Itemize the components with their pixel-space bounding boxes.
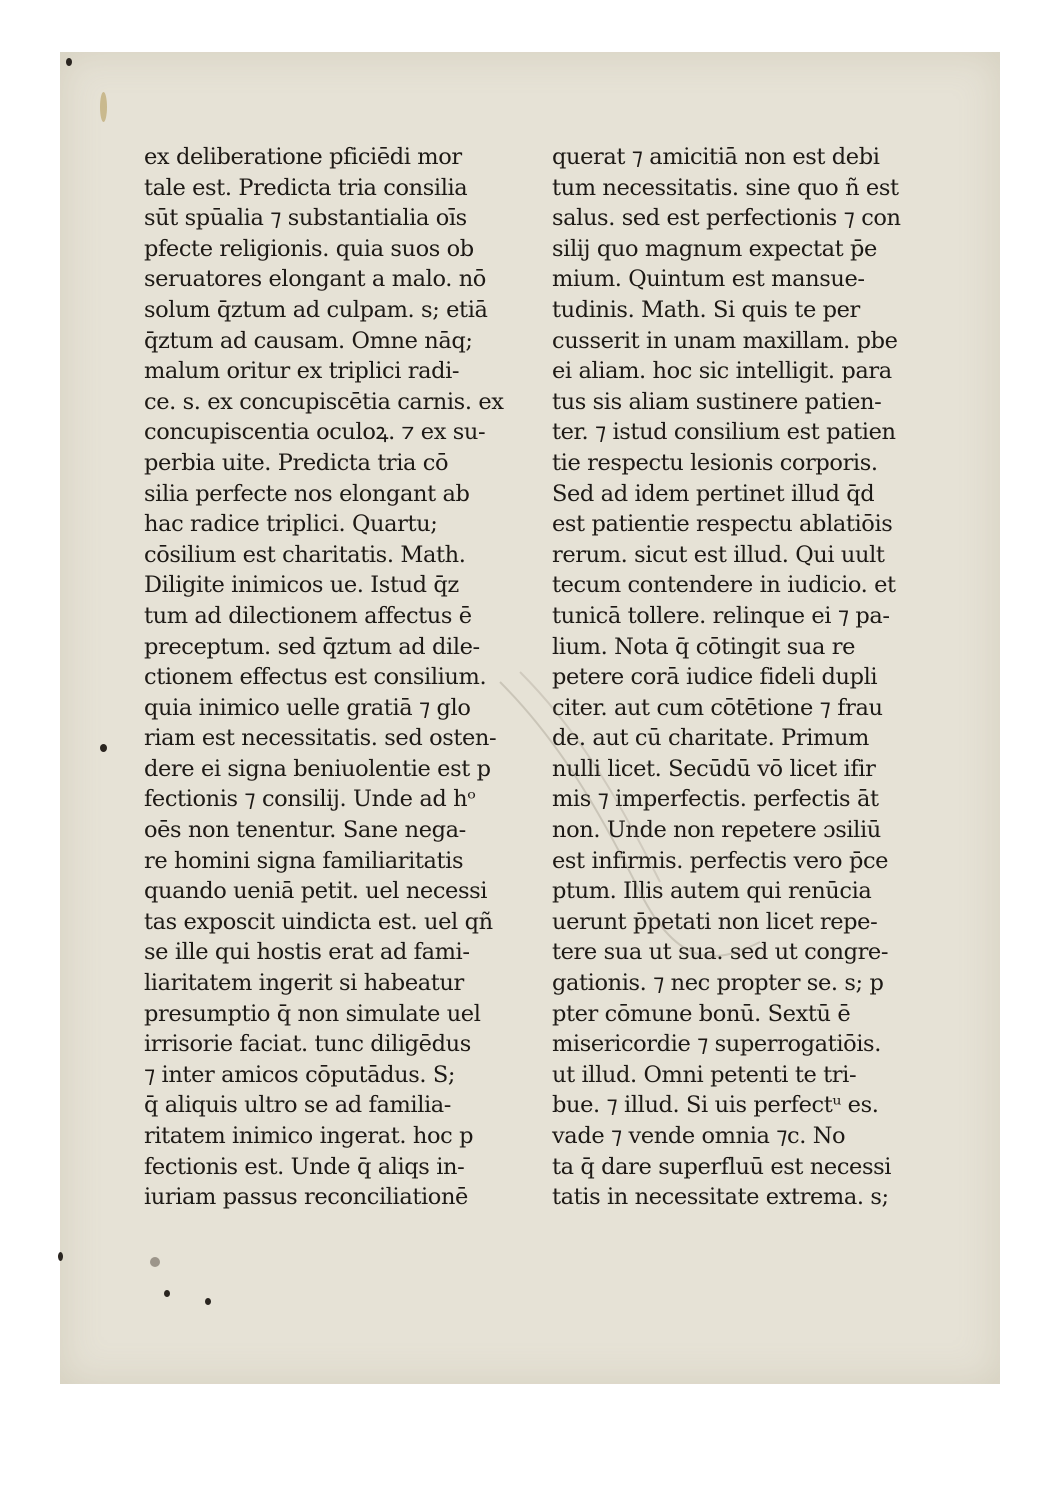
- text-line: mium. Quintum est mansue-: [552, 266, 865, 293]
- text-line: bue. ⁊ illud. Si uis perfectᵘ es.: [552, 1092, 879, 1119]
- text-line: tale est. Predicta tria consilia: [144, 174, 468, 201]
- text-line: cōsilium est charitatis. Math.: [144, 541, 466, 568]
- text-line: tatis in necessitate extrema. s;: [552, 1184, 889, 1211]
- text-line: presumptio q̄ non simulate uel: [144, 1000, 481, 1027]
- text-line: petere corā iudice fideli dupli: [552, 664, 878, 691]
- text-line: hac radice triplici. Quartu;: [144, 511, 438, 538]
- text-line: irrisorie faciat. tunc diligēdus: [144, 1031, 471, 1058]
- text-column-left: [144, 142, 504, 1213]
- text-line: fectionis ⁊ consilij. Unde ad hᵒ: [144, 786, 476, 813]
- text-line: ei aliam. hoc sic intelligit. para: [552, 358, 892, 385]
- text-line: silia perfecte nos elongant ab: [144, 480, 470, 507]
- text-line: gationis. ⁊ nec propter se. s; p: [552, 970, 884, 997]
- text-line: q̄ aliquis ultro se ad familia-: [144, 1092, 451, 1119]
- text-line: ter. ⁊ istud consilium est patien: [552, 419, 896, 446]
- text-line: de. aut cū charitate. Primum: [552, 725, 869, 752]
- text-line: tie respectu lesionis corporis.: [552, 449, 878, 476]
- text-line: tum necessitatis. sine quo ñ est: [552, 174, 899, 201]
- text-line: Sed ad idem pertinet illud q̄d: [552, 480, 875, 507]
- text-line: tecum contendere in iudicio. et: [552, 572, 896, 599]
- text-line: cusserit in unam maxillam. pbe: [552, 327, 898, 354]
- text-line: tum ad dilectionem affectus ē: [144, 602, 472, 629]
- text-line: ctionem effectus est consilium.: [144, 664, 487, 691]
- stain-mark: [150, 1257, 160, 1267]
- stain-mark: [100, 92, 107, 122]
- text-line: uerunt p̄petati non licet repe-: [552, 908, 878, 935]
- text-line: citer. aut cum cōtētione ⁊ frau: [552, 694, 883, 721]
- text-column-right: [552, 142, 901, 1213]
- text-line: est patientie respectu ablatiōis: [552, 511, 893, 538]
- text-line: vade ⁊ vende omnia ⁊c. No: [552, 1123, 846, 1149]
- text-line: tunicā tollere. relinque ei ⁊ pa-: [552, 602, 890, 629]
- text-line: dere ei signa beniuolentie est p: [144, 755, 491, 782]
- text-line: ritatem inimico ingerat. hoc p: [144, 1123, 474, 1149]
- text-line: tus sis aliam sustinere patien-: [552, 388, 882, 415]
- text-line: seruatores elongant a malo. nō: [144, 266, 486, 293]
- text-line: ta q̄ dare superfluū est necessi: [552, 1153, 892, 1180]
- text-line: silij quo magnum expectat p̄e: [552, 235, 877, 262]
- text-line: fectionis est. Unde q̄ aliqs in-: [144, 1153, 465, 1180]
- text-line: ut illud. Omni petenti te tri-: [552, 1061, 857, 1088]
- text-line: pfecte religionis. quia suos ob: [144, 235, 474, 262]
- text-line: sūt spūalia ⁊ substantialia oīs: [144, 205, 467, 232]
- wormhole-mark: [164, 1290, 170, 1297]
- text-line: querat ⁊ amicitiā non est debi: [552, 144, 880, 170]
- text-line: tas exposcit uindicta est. uel qñ: [144, 908, 493, 935]
- wormhole-mark: [100, 744, 107, 752]
- text-line: ce. s. ex concupiscētia carnis. ex: [144, 388, 504, 415]
- text-line: iuriam passus reconciliationē: [144, 1184, 468, 1211]
- text-line: pter cōmune bonū. Sextū ē: [552, 1000, 851, 1027]
- text-line: malum oritur ex triplici radi-: [144, 358, 460, 385]
- text-line: est infirmis. perfectis vero p̄ce: [552, 847, 889, 874]
- manuscript-leaf: [60, 52, 1000, 1384]
- text-line: re homini signa familiaritatis: [144, 847, 464, 874]
- text-line: mis ⁊ imperfectis. perfectis āt: [552, 786, 879, 813]
- text-line: ptum. Illis autem qui renūcia: [552, 878, 872, 905]
- text-line: liaritatem ingerit si habeatur: [144, 970, 464, 997]
- text-line: oēs non tenentur. Sane nega-: [144, 817, 466, 844]
- wormhole-mark: [58, 1252, 63, 1261]
- text-line: quando ueniā petit. uel necessi: [144, 878, 488, 905]
- text-line: concupiscentia oculoꝝ. ⁊ ex su-: [144, 419, 486, 446]
- text-line: preceptum. sed q̄ztum ad dile-: [144, 633, 480, 660]
- text-line: quia inimico uelle gratiā ⁊ glo: [144, 694, 471, 721]
- text-line: se ille qui hostis erat ad fami-: [144, 939, 470, 966]
- text-line: ⁊ inter amicos cōputādus. S;: [144, 1061, 456, 1088]
- wormhole-mark: [205, 1298, 211, 1305]
- text-line: ex deliberatione pficiēdi mor: [144, 144, 462, 170]
- text-line: rerum. sicut est illud. Qui uult: [552, 541, 885, 568]
- text-line: salus. sed est perfectionis ⁊ con: [552, 205, 901, 232]
- text-line: perbia uite. Predicta tria cō: [144, 449, 449, 476]
- wormhole-mark: [66, 58, 72, 66]
- text-line: non. Unde non repetere ɔsiliū: [552, 817, 881, 844]
- text-line: nulli licet. Secūdū vō licet ifir: [552, 755, 876, 782]
- text-line: lium. Nota q̄ cōtingit sua re: [552, 633, 856, 660]
- text-line: solum q̄ztum ad culpam. s; etiā: [144, 296, 488, 323]
- text-line: misericordie ⁊ superrogatiōis.: [552, 1031, 881, 1058]
- text-line: q̄ztum ad causam. Omne nāq;: [144, 327, 473, 354]
- text-line: tudinis. Math. Si quis te per: [552, 296, 860, 323]
- text-line: tere sua ut sua. sed ut congre-: [552, 939, 889, 966]
- text-line: riam est necessitatis. sed osten-: [144, 725, 497, 752]
- text-line: Diligite inimicos ue. Istud q̄z: [144, 572, 459, 599]
